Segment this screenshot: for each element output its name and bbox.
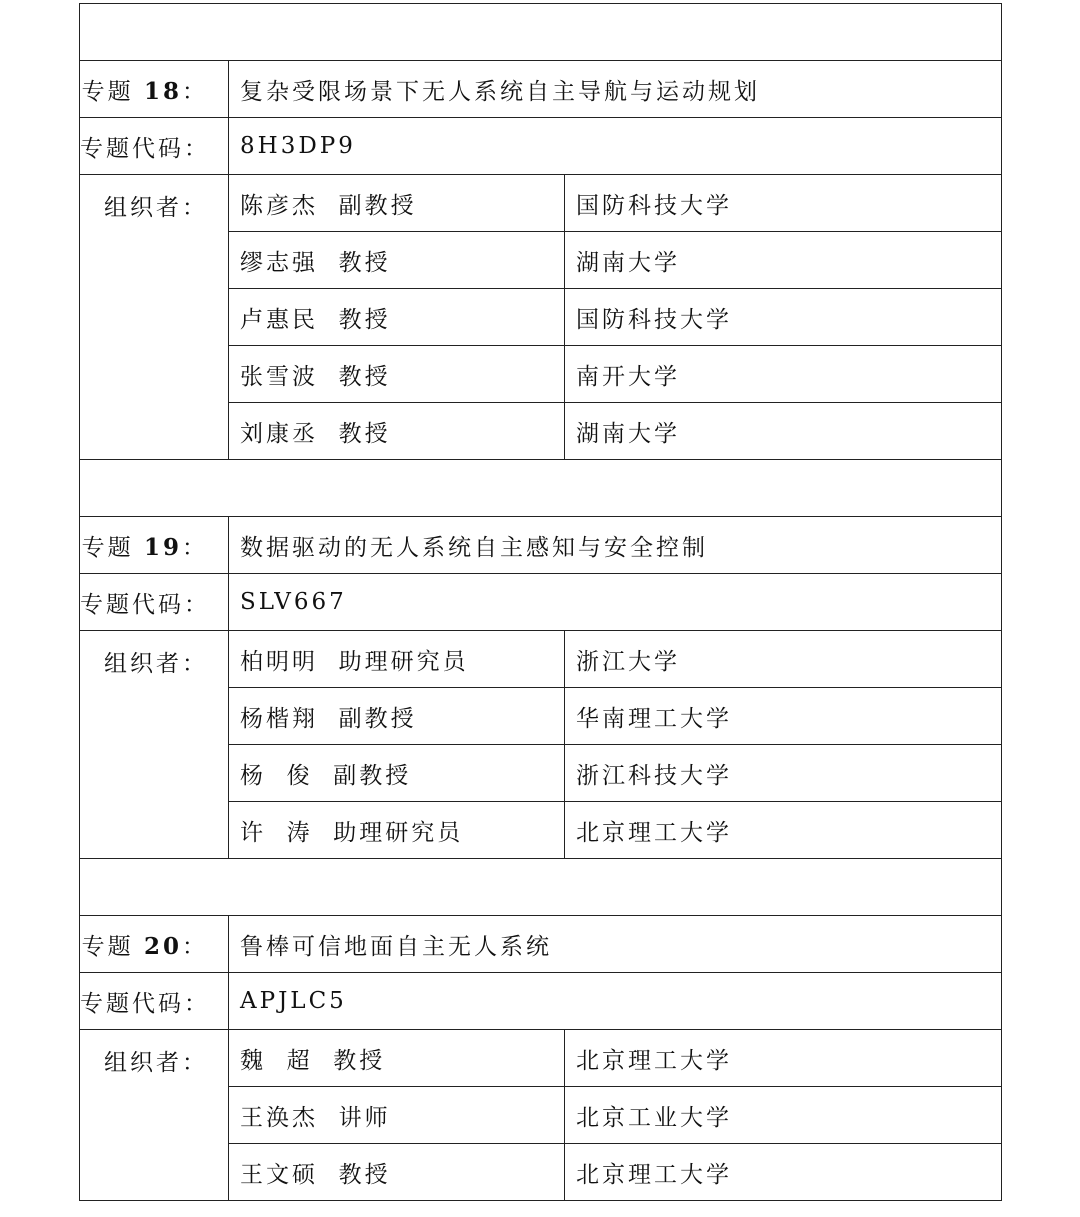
label-colon: ： — [182, 933, 208, 960]
blank-cell — [80, 859, 1002, 916]
topic-code: SLV667 — [229, 574, 1002, 631]
organizer-name: 卢惠民 教授 — [229, 289, 565, 346]
topic-title: 复杂受限场景下无人系统自主导航与运动规划 — [229, 61, 1002, 118]
organizer-name: 杨楷翔 副教授 — [229, 688, 565, 745]
topic-code-label: 专题代码： — [80, 574, 229, 631]
topic-code-row — [80, 118, 1002, 175]
organizer-affiliation: 国防科技大学 — [565, 175, 1002, 232]
topic-code: APJLC5 — [229, 973, 1002, 1030]
topic-title-row — [80, 61, 1002, 118]
organizer-name: 杨 俊 副教授 — [229, 745, 565, 802]
organizer-row — [80, 175, 1002, 232]
topic-code-label: 专题代码： — [80, 118, 229, 175]
blank-cell — [80, 4, 1002, 61]
organizer-affiliation: 华南理工大学 — [565, 688, 1002, 745]
topic-number: 19 — [143, 533, 182, 561]
organizer-affiliation: 北京理工大学 — [565, 1030, 1002, 1087]
organizer-affiliation: 南开大学 — [565, 346, 1002, 403]
spacer-row — [80, 4, 1002, 61]
topic-code-row — [80, 973, 1002, 1030]
organizer-name: 张雪波 教授 — [229, 346, 565, 403]
organizer-affiliation: 浙江大学 — [565, 631, 1002, 688]
topic-code-row — [80, 574, 1002, 631]
topic-prefix: 专题 — [81, 78, 134, 105]
topic-title-row — [80, 517, 1002, 574]
organizer-label: 组织者： — [80, 1030, 229, 1201]
organizer-affiliation: 北京理工大学 — [565, 802, 1002, 859]
topic-title-row — [80, 916, 1002, 973]
organizer-name: 魏 超 教授 — [229, 1030, 565, 1087]
organizer-name: 王涣杰 讲师 — [229, 1087, 565, 1144]
topic-label — [80, 61, 229, 118]
blank-cell — [80, 460, 1002, 517]
organizer-name: 缪志强 教授 — [229, 232, 565, 289]
organizer-label: 组织者： — [80, 175, 229, 460]
organizer-name: 刘康丞 教授 — [229, 403, 565, 460]
organizer-affiliation: 北京工业大学 — [565, 1087, 1002, 1144]
organizer-affiliation: 国防科技大学 — [565, 289, 1002, 346]
label-colon: ： — [182, 78, 208, 105]
topic-label — [80, 517, 229, 574]
topic-code-label: 专题代码： — [80, 973, 229, 1030]
label-colon: ： — [182, 534, 208, 561]
topic-number: 20 — [143, 932, 182, 960]
organizer-affiliation: 浙江科技大学 — [565, 745, 1002, 802]
organizer-name: 王文硕 教授 — [229, 1144, 565, 1201]
organizer-row — [80, 631, 1002, 688]
organizer-affiliation: 北京理工大学 — [565, 1144, 1002, 1201]
organizer-label: 组织者： — [80, 631, 229, 859]
organizer-name: 柏明明 助理研究员 — [229, 631, 565, 688]
organizer-affiliation: 湖南大学 — [565, 403, 1002, 460]
spacer-row — [80, 859, 1002, 916]
topic-prefix: 专题 — [81, 933, 134, 960]
organizer-affiliation: 湖南大学 — [565, 232, 1002, 289]
topic-code: 8H3DP9 — [229, 118, 1002, 175]
topic-label — [80, 916, 229, 973]
topic-title: 鲁棒可信地面自主无人系统 — [229, 916, 1002, 973]
topic-number: 18 — [143, 77, 182, 105]
organizer-name: 许 涛 助理研究员 — [229, 802, 565, 859]
spacer-row — [80, 460, 1002, 517]
topic-prefix: 专题 — [81, 534, 134, 561]
organizer-name: 陈彦杰 副教授 — [229, 175, 565, 232]
topic-title: 数据驱动的无人系统自主感知与安全控制 — [229, 517, 1002, 574]
organizer-row — [80, 1030, 1002, 1087]
topic-organizer-table — [79, 3, 1002, 1201]
